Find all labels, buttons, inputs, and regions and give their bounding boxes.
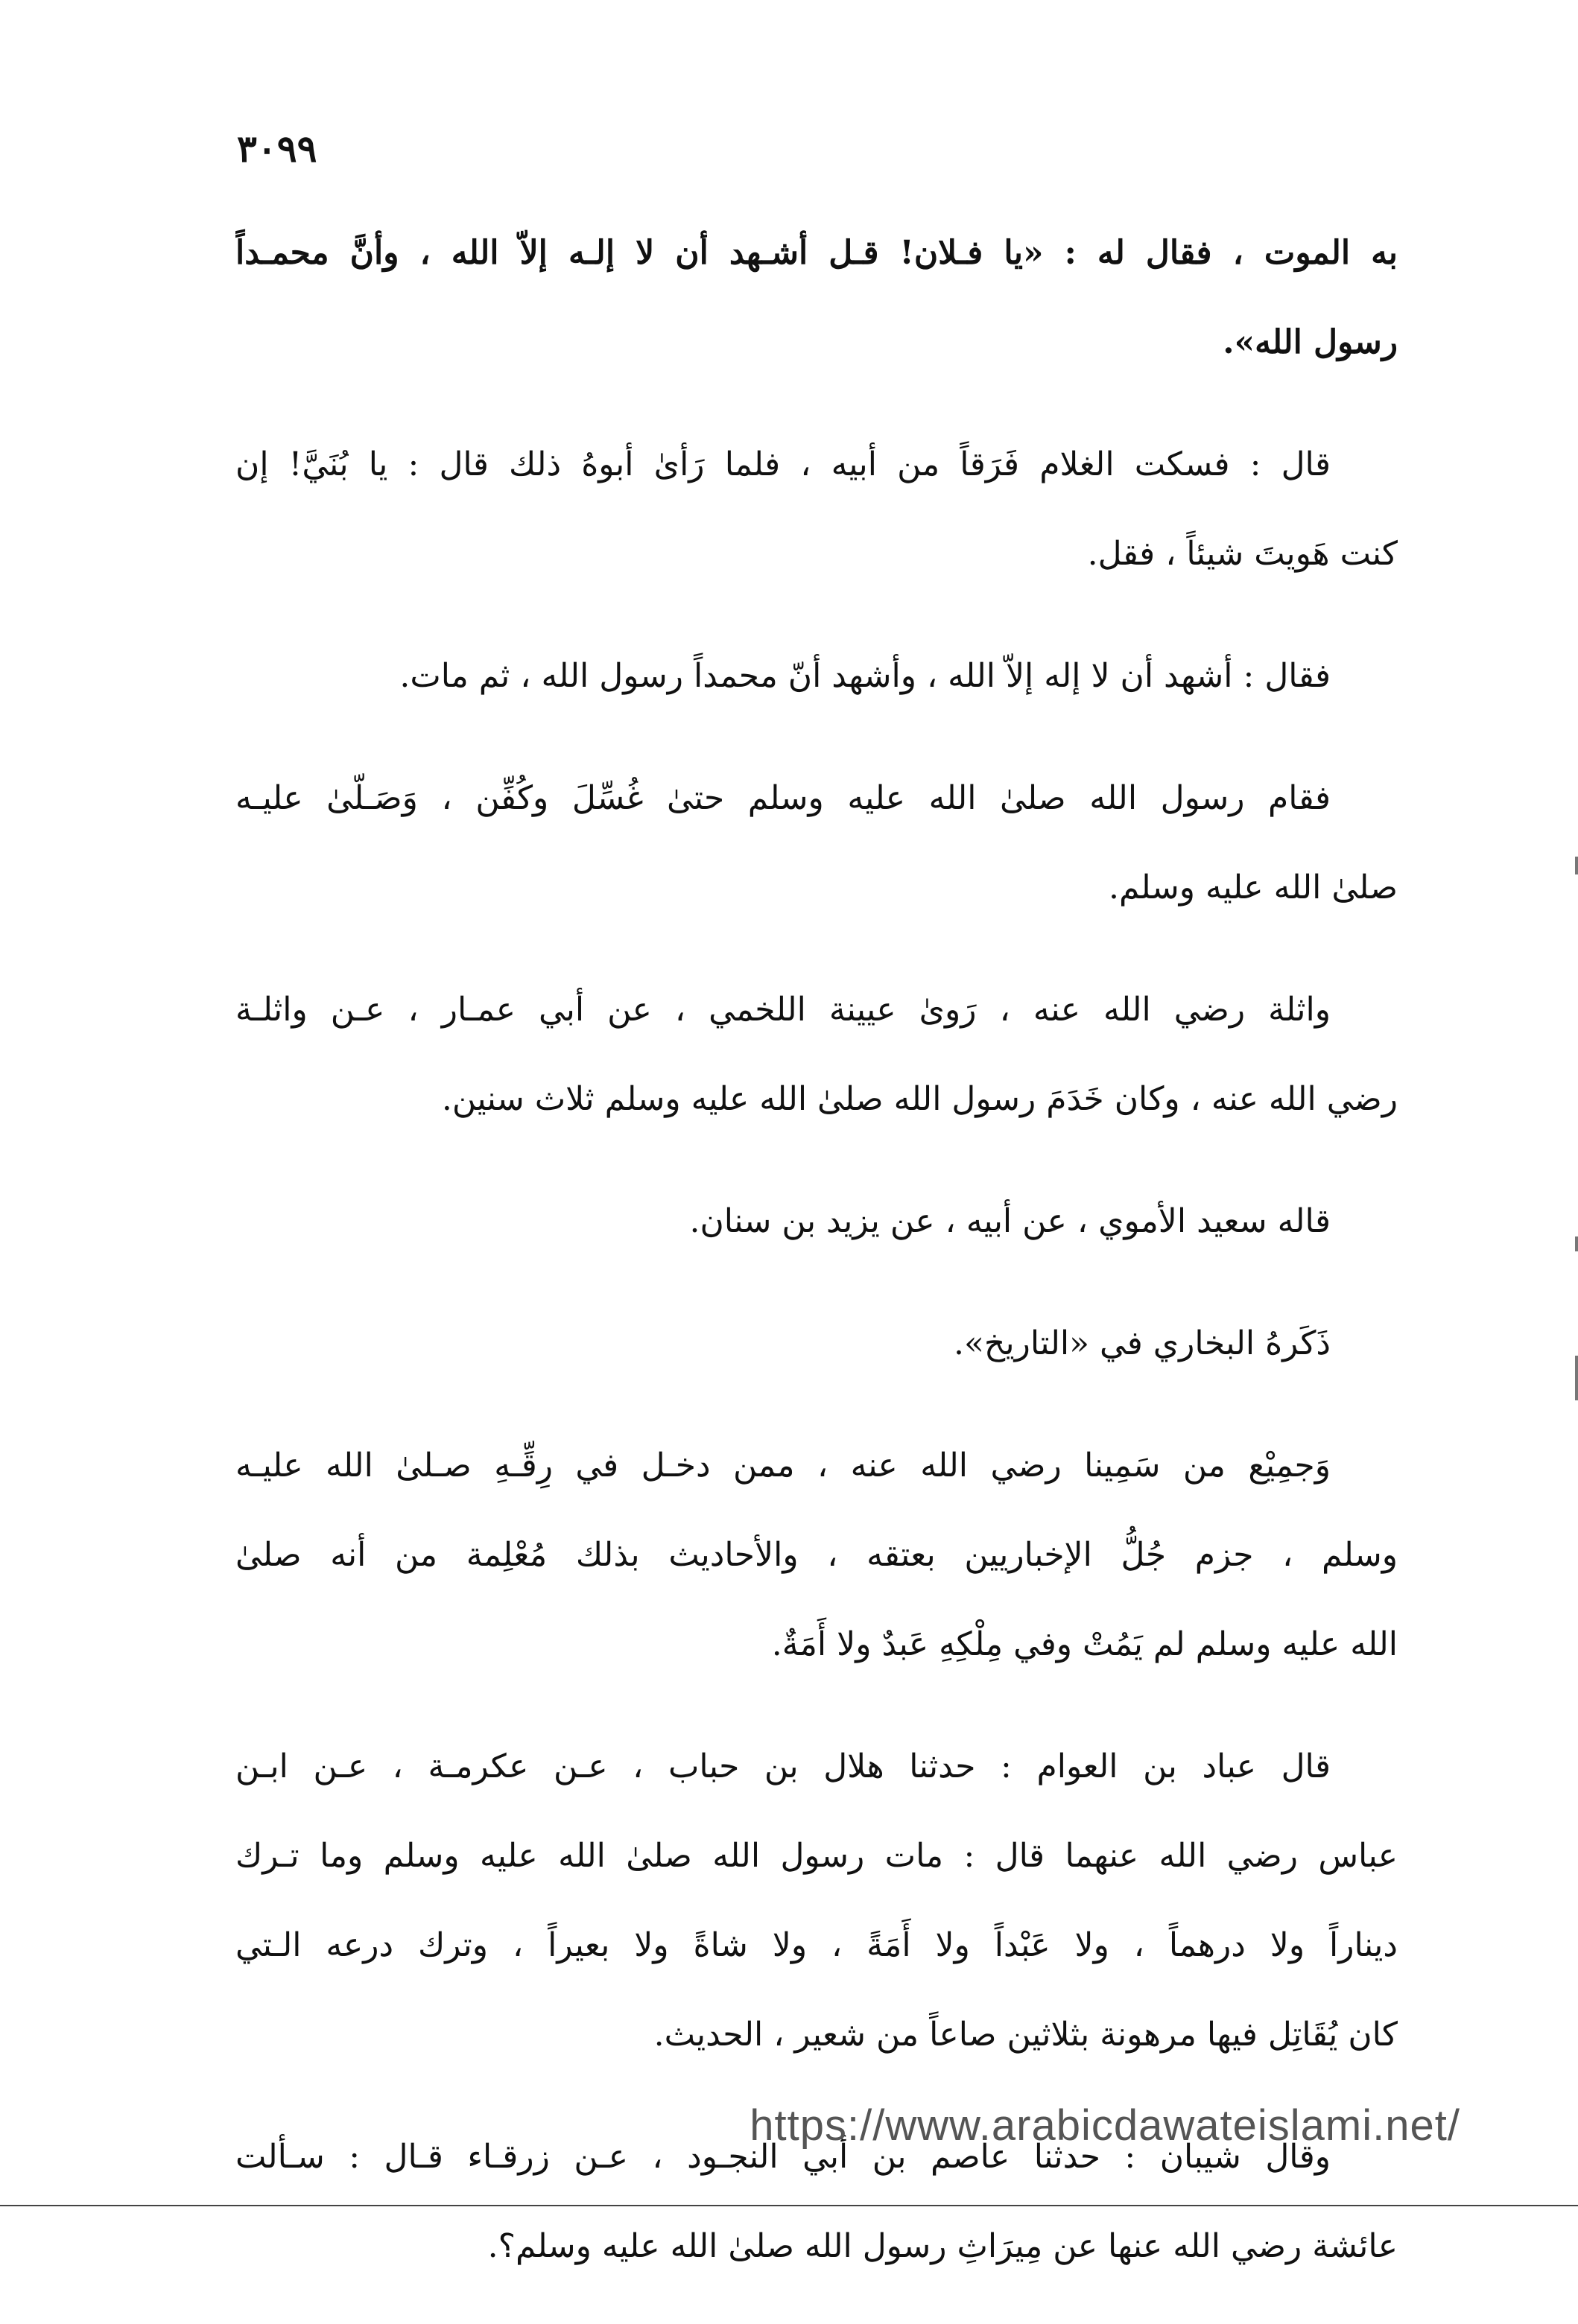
paragraph-line: عباس رضي الله عنهما قال : مات رسول الله صلىٰ الله عليه وسلم وما تـرك <box>235 1837 1398 1875</box>
paragraph-line: وَجمِيْع من سَمِينا رضي الله عنه ، ممن دخـل في رِقِّـهِ صـلىٰ الله عليـه <box>235 1447 1331 1485</box>
paragraph-line: صلىٰ الله عليه وسلم. <box>1109 869 1398 907</box>
paragraph-line: رسول الله». <box>1223 323 1398 361</box>
paragraph-3 <box>235 632 1398 721</box>
scan-edge-mark <box>1575 1236 1578 1251</box>
paragraph-4 <box>235 754 1398 933</box>
paragraph-line: الله عليه وسلم لم يَمُتْ وفي مِلْكِهِ عَبدٌ ولا أَمَةٌ. <box>771 1625 1398 1663</box>
source-watermark: https://www.arabicdawateislami.net/ <box>750 2101 1460 2150</box>
paragraph-6 <box>235 1177 1398 1266</box>
bottom-scan-rule <box>0 2205 1578 2206</box>
paragraph-line: واثلة رضي الله عنه ، رَوىٰ عيينة اللخمي ، عن أبي عمـار ، عـن واثلـة <box>235 991 1331 1029</box>
paragraph-line: قاله سعيد الأموي ، عن أبيه ، عن يزيد بن سنان. <box>689 1202 1331 1240</box>
paragraph-line: عائشة رضي الله عنها عن مِيرَاثِ رسول الله صلىٰ الله عليه وسلم؟. <box>487 2227 1398 2265</box>
page-body <box>235 209 1398 2324</box>
paragraph-line: به الموت ، فقال له : «يا فـلان! قـل أشـهد أن لا إلـه إلاّ الله ، وأنَّ محمـداً <box>235 234 1398 272</box>
paragraph-line: قال : فسكت الغلام فَرَقاً من أبيه ، فلما رَأىٰ أبوهُ ذلك قال : يا بُنَيَّ! إن <box>235 445 1331 483</box>
paragraph-line: وسلم ، جزم جُلُّ الإخباريين بعتقه ، والأحاديث بذلك مُعْلِمة من أنه صلىٰ <box>235 1536 1398 1574</box>
scan-edge-mark <box>1575 1356 1578 1400</box>
paragraph-line: رضي الله عنه ، وكان خَدَمَ رسول الله صلىٰ الله عليه وسلم ثلاث سنين. <box>441 1080 1398 1118</box>
paragraph-line: كنت هَويتَ شيئاً ، فقل. <box>1087 535 1398 573</box>
page-number: ٣٠٩٩ <box>237 127 317 171</box>
paragraph-5 <box>235 965 1398 1144</box>
paragraph-2 <box>235 420 1398 599</box>
paragraph-line: فقال : أشهد أن لا إله إلاّ الله ، وأشهد أنّ محمداً رسول الله ، ثم مات. <box>399 657 1331 695</box>
paragraph-8 <box>235 1421 1398 1689</box>
paragraph-line: كان يُقَاتِل فيها مرهونة بثلاثين صاعاً من شعير ، الحديث. <box>653 2016 1398 2054</box>
paragraph-line: وقال شيبان : حدثنا عاصم بن أبي النجـود ، عـن زرقـاء قـال : سـألت <box>235 2138 1331 2176</box>
paragraph-line: ذَكَرهُ البخاري في «التاريخ». <box>954 1324 1331 1362</box>
scan-edge-mark <box>1575 857 1578 874</box>
paragraph-line: ديناراً ولا درهماً ، ولا عَبْداً ولا أَمَةً ، ولا شاةً ولا بعيراً ، وترك درعه الـتي <box>235 1926 1398 1964</box>
paragraph-9 <box>235 1722 1398 2080</box>
paragraph-line: قال عباد بن العوام : حدثنا هلال بن حباب ، عـن عكرمـة ، عـن ابـن <box>235 1747 1331 1785</box>
paragraph-line: فقام رسول الله صلىٰ الله عليه وسلم حتىٰ غُسِّلَ وكُفِّن ، وَصَـلّىٰ عليـه <box>235 779 1331 817</box>
paragraph-1 <box>235 209 1398 387</box>
paragraph-7 <box>235 1299 1398 1388</box>
